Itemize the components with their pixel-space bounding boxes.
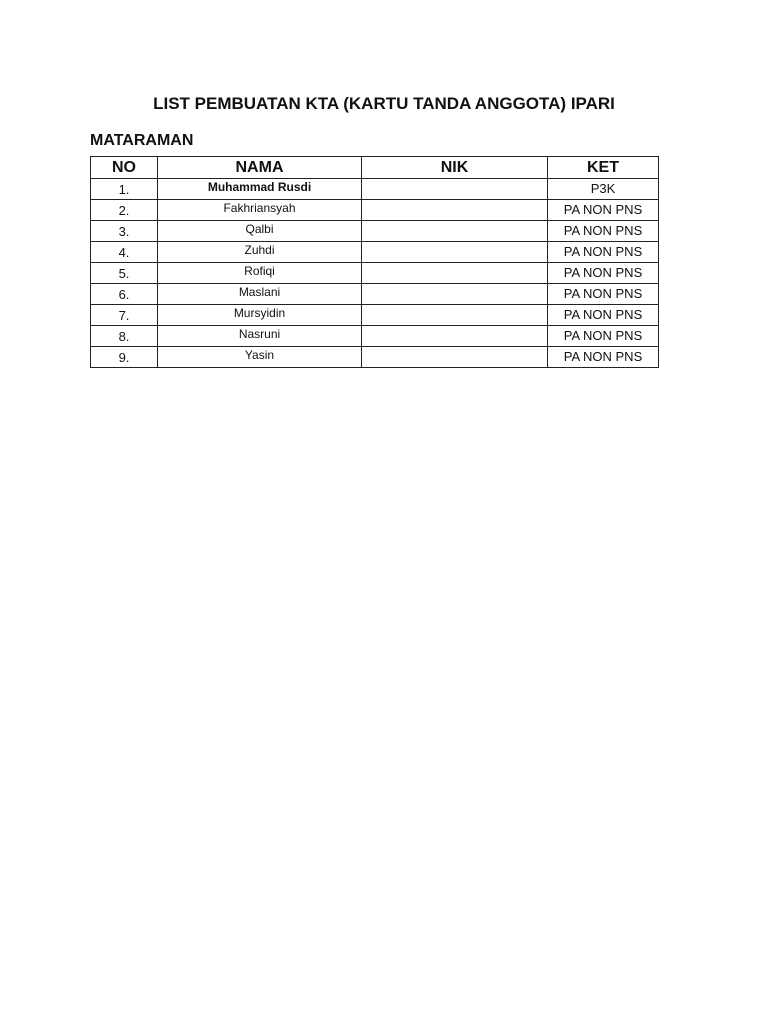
cell-nama: Nasruni <box>158 326 362 347</box>
cell-no: 5. <box>91 263 158 284</box>
table-body <box>91 179 659 368</box>
cell-ket: P3K <box>548 179 659 200</box>
table-row <box>91 263 659 284</box>
cell-no: 4. <box>91 242 158 263</box>
table-row <box>91 284 659 305</box>
cell-nama: Muhammad Rusdi <box>158 179 362 200</box>
table-header-row <box>91 157 659 179</box>
table-row <box>91 326 659 347</box>
cell-no: 1. <box>91 179 158 200</box>
cell-nik <box>362 263 548 284</box>
cell-nama: Maslani <box>158 284 362 305</box>
cell-nik <box>362 200 548 221</box>
cell-nik <box>362 242 548 263</box>
cell-ket: PA NON PNS <box>548 347 659 368</box>
table-row <box>91 347 659 368</box>
cell-ket: PA NON PNS <box>548 263 659 284</box>
cell-no: 3. <box>91 221 158 242</box>
cell-ket: PA NON PNS <box>548 284 659 305</box>
cell-nik <box>362 284 548 305</box>
cell-no: 7. <box>91 305 158 326</box>
cell-nik <box>362 326 548 347</box>
header-nama: NAMA <box>158 157 362 179</box>
section-title: MATARAMAN <box>90 132 194 149</box>
cell-no: 8. <box>91 326 158 347</box>
cell-nama: Mursyidin <box>158 305 362 326</box>
table-row <box>91 200 659 221</box>
cell-no: 2. <box>91 200 158 221</box>
table-row <box>91 242 659 263</box>
cell-nama: Yasin <box>158 347 362 368</box>
cell-nama: Rofiqi <box>158 263 362 284</box>
table-row <box>91 179 659 200</box>
document-title: LIST PEMBUATAN KTA (KARTU TANDA ANGGOTA) IPARI <box>153 94 615 113</box>
cell-no: 9. <box>91 347 158 368</box>
cell-no: 6. <box>91 284 158 305</box>
header-nik: NIK <box>362 157 548 179</box>
cell-nik <box>362 347 548 368</box>
table-row <box>91 305 659 326</box>
header-ket: KET <box>548 157 659 179</box>
cell-nik <box>362 221 548 242</box>
cell-ket: PA NON PNS <box>548 242 659 263</box>
cell-ket: PA NON PNS <box>548 200 659 221</box>
cell-ket: PA NON PNS <box>548 221 659 242</box>
cell-nik <box>362 179 548 200</box>
cell-ket: PA NON PNS <box>548 326 659 347</box>
table-row <box>91 221 659 242</box>
header-no: NO <box>91 157 158 179</box>
cell-nama: Fakhriansyah <box>158 200 362 221</box>
cell-nama: Qalbi <box>158 221 362 242</box>
table-header <box>91 157 659 179</box>
cell-nik <box>362 305 548 326</box>
cell-nama: Zuhdi <box>158 242 362 263</box>
member-table <box>90 156 659 368</box>
cell-ket: PA NON PNS <box>548 305 659 326</box>
